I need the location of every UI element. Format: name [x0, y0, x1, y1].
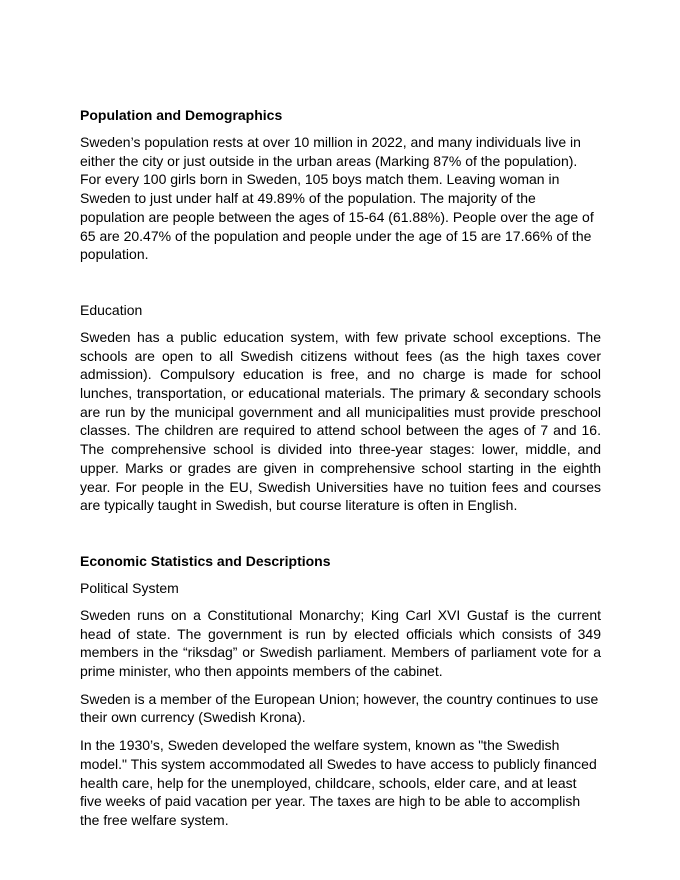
- eu-paragraph: Sweden is a member of the European Union; however, the country continues to use their own currency (Swedish Krona).: [80, 690, 599, 726]
- population-heading: Population and Demographics: [80, 107, 283, 123]
- document-page: [80, 106, 601, 830]
- political-system-paragraph: Sweden runs on a Constitutional Monarchy; King Carl XVI Gustaf is the current head of state. The government is run by elected officials which consists of 349 members in the “riksdag” or Swedish parliament. Members of parliament vote for a prime minister, who then appoints members of the cabinet.: [80, 606, 601, 680]
- population-paragraph: Sweden’s population rests at over 10 million in 2022, and many individuals live in either the city or just outside in the urban areas (Marking 87% of the population). For every 100 girls born in Sweden, 105 boys match them. Leaving woman in Sweden to just under half at 49.89% of the population. The majority of the population are people between the ages of 15-64 (61.88%). People over the age of 65 are 20.47% of the population and people under the age of 15 are 17.66% of the population.: [80, 134, 594, 263]
- economic-heading: Economic Statistics and Descriptions: [80, 552, 331, 569]
- education-paragraph: Sweden has a public education system, with few private school exceptions. The schools are open to all Swedish citizens without fees (as the high taxes cover admission). Compulsory education is free, and no charge is made for school lunches, transportation, or educational materials. The primary & secondary schools are run by the municipal government and all municipalities must provide preschool classes. The children are required to attend school between the ages of 7 and 16. The comprehensive school is divided into three-year stages: lower, middle, and upper. Marks or grades are given in comprehensive school starting in the eighth year. For people in the EU, Swedish Universities have no tuition fees and courses are typically taught in Swedish, but course literature is often in English.: [80, 328, 601, 514]
- political-system-subheading: Political System: [80, 579, 179, 596]
- education-heading: Education: [80, 301, 143, 318]
- welfare-paragraph: In the 1930’s, Sweden developed the welfare system, known as "the Swedish model." This system accommodated all Swedes to have access to publicly financed health care, help for the unemployed, childcare, schools, elder care, and at least five weeks of paid vacation per year. The taxes are high to be able to accomplish the free welfare system.: [80, 737, 597, 828]
